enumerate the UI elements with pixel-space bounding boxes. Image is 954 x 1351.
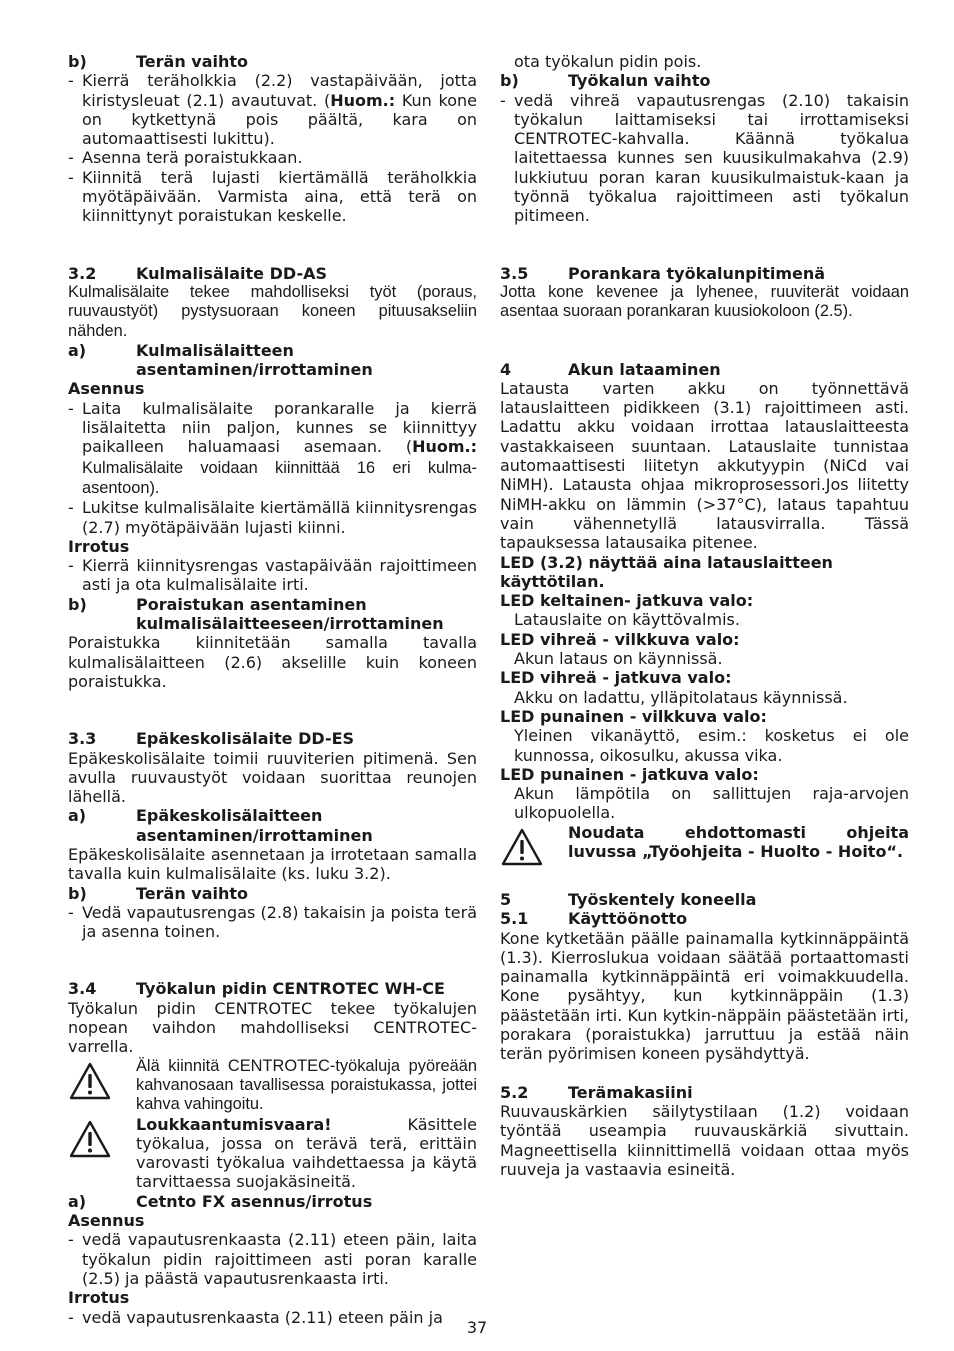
subheading-a: a) Epäkeskolisälaitteen asentaminen/irrottaminen [68, 806, 373, 845]
section-heading-3-5: 3.5 Porankara työkalunpitimenä [500, 263, 826, 283]
led-heading: LED punainen - vilkkuva valo: [500, 706, 767, 726]
list-item: - Kierrä teräholkkia (2.2) vastapäivään, jotta kiristysleuat (2.1) avautuvat. (Huom.: Kun kone on kytkettynä pois päältä, kara on automaattisesti lukittu). [68, 71, 477, 149]
paragraph: Latausta varten akku on työnnettävä latauslaitteen pidikkeen (3.1) rajoittimeen asti. Ladattu akku voidaan irrottaa latauslaitteesta vastakkaiseen suuntaan. Latauslaite tunnistaa automaattisesti liitetyn akkutyypin (NiCd vai NiMH). Latausta ohjaa mikroprosessori.Jos liitetty NiMH-akku on lämmin (>37°C), lataus tapahtuu vain vähennetyllä latausvirralla. Tässä tapauksessa latausaika pitenee. [500, 378, 909, 553]
paragraph: Ruuvauskärkien säilytystilaan (1.2) voidaan työntää useampia ruuvauskärkiä sivuttain. Magneettisella kiinnittimellä voidaan ottaa myös ruuveja ja vastaavia esineitä. [500, 1101, 909, 1179]
led-heading: LED vihreä - jatkuva valo: [500, 668, 732, 688]
led-intro: LED (3.2) näyttää aina latauslaitteen käyttötilan. [500, 552, 833, 591]
list-item: - Laita kulmalisälaite porankaralle ja kierrä lisälaitetta niin paljon, kunnes se kiinnittyy paikalleen haluamaasi asemaan. (Huom.: Kulmalisälaite voidaan kiinnittää 16 eri kulma-asentoon). [68, 398, 477, 497]
paragraph: Kone kytketään päälle painamalla kytkinnäppäintä (1.3). Kierroslukua voidaan säätää portaattomasti painamalla kytkinnäppäintä eri voimakkuudella. Kone pysähtyy, kun kytkinnäppäin (1.3) päästetään irti. Kun kytkin-näppäin päästetään irti, porakara (poraistukka) jarruttuu ja estää näin terän pyörimisen koneen pysähdyttyä. [500, 928, 909, 1064]
section-heading-3-4: 3.4 Työkalun pidin CENTROTEC WH-CE [68, 979, 445, 999]
left-column [68, 52, 477, 1327]
paragraph: Epäkeskolisälaite asennetaan ja irrotetaan samalla tavalla kuin kulmalisälaite (ks. luku 3.2). [68, 844, 477, 884]
list-item: - Asenna terä poraistukkaan. [68, 148, 303, 168]
led-description: Akku on ladattu, ylläpitolataus käynnissä. [514, 687, 848, 707]
section-heading-3-2: 3.2 Kulmalisälaite DD-AS [68, 263, 327, 283]
paragraph: Poraistukka kiinnitetään samalla tavalla kulmalisälaitteen (2.6) akselille kuin koneen poraistukka. [68, 633, 477, 691]
list-item: - Kiinnitä terä lujasti kiertämällä teräholkkia myötäpäivään. Varmista aina, että terä on kiinnittynyt poraistukan keskelle. [68, 167, 477, 226]
subheading-b: b) Poraistukan asentaminen kulmalisälaitteeseen/irrottaminen [68, 594, 444, 634]
paragraph: Jotta kone kevenee ja lyhenee, ruuviterät voidaan asentaa suoraan porankaran kuusiokoloon (2.5). [500, 282, 909, 321]
list-item: - Vedä vapautusrengas (2.8) takaisin ja poista terä ja asenna toinen. [68, 902, 477, 942]
subheading-a: a) Kulmalisälaitteen asentaminen/irrottaminen [68, 340, 373, 380]
section-heading-3-3: 3.3 Epäkeskolisälaite DD-ES [68, 729, 355, 749]
led-description: Akun lämpötila on sallittujen raja-arvojen ulkopuolella. [514, 784, 909, 823]
warning-note: Loukkaantumisvaara! Käsittele työkalua, jossa on terävä terä, erittäin varovasti työkalua vaihdettaessa ja käytä tarvittaessa suojakäsineitä. [68, 1115, 477, 1192]
page-number: 37 [466, 1318, 488, 1337]
subheading-b: b) Työkalun vaihto [500, 71, 711, 91]
warning-note: Älä kiinnitä CENTROTEC-työkaluja pyöreään kahvanosaan tavallisessa poraistukassa, jottei kahva vahingoitu. [68, 1057, 477, 1115]
led-description: Latauslaite on käyttövalmis. [514, 610, 740, 630]
list-item: - vedä vapautusrenkaasta (2.11) eteen päin, laita työkalun pidin rajoittimeen asti poran karalle (2.5) ja päästä vapautusrenkaasta irti. [68, 1230, 477, 1288]
subheading-irrotus: Irrotus [68, 1288, 130, 1308]
section-heading-4: 4 Akun lataaminen [500, 359, 721, 379]
heading-b-teran-vaihto: b) Terän vaihto [68, 52, 249, 71]
warning-triangle-icon [68, 1115, 136, 1192]
list-item: - vedä vihreä vapautusrengas (2.10) takaisin työkalun laittamiseksi tai irrottamiseksi CENTROTEC-kahvalla. Käännä työkalua laitettaessa kunnes sen kuusikulmakahva (2.9) lukkiutuu poran karan kuusikulmaistuk-kaan ja työnnä työkalua rajoittimeen asti työkalun pitimeen. [500, 90, 909, 226]
paragraph: ota työkalun pidin pois. [514, 52, 702, 71]
subheading-a: a) Cetnto FX asennus/irrotus [68, 1191, 373, 1211]
led-heading: LED vihreä - vilkkuva valo: [500, 629, 740, 649]
right-column [500, 52, 909, 1179]
list-item: - Lukitse kulmalisälaite kiertämällä kiinnitysrengas (2.7) myötäpäivään lujasti kiinni. [68, 498, 477, 537]
subheading-irrotus: Irrotus [68, 536, 130, 556]
warning-triangle-icon [500, 823, 568, 871]
list-item: - Kierrä kiinnitysrengas vastapäivään rajoittimeen asti ja ota kulmalisälaite irti. [68, 556, 477, 595]
led-heading: LED punainen - jatkuva valo: [500, 764, 759, 784]
warning-note: Noudata ehdottomasti ohjeita luvussa „Työohjeita - Huolto - Hoito“. [500, 823, 909, 871]
list-item: - vedä vapautusrenkaasta (2.11) eteen päin ja [68, 1307, 443, 1327]
led-heading: LED keltainen- jatkuva valo: [500, 591, 754, 611]
led-description: Yleinen vikanäyttö, esim.: kosketus ei ole kunnossa, oikosulku, akussa vika. [514, 726, 909, 765]
section-heading-5-2: 5.2 Terämakasiini [500, 1082, 693, 1102]
paragraph: Työkalun pidin CENTROTEC tekee työkalujen nopean vaihdon mahdolliseksi CENTROTEC-varrella. [68, 998, 477, 1057]
subheading-b: b) Terän vaihto [68, 883, 249, 903]
subheading-asennus: Asennus [68, 379, 145, 399]
paragraph: Kulmalisälaite tekee mahdolliseksi työt (poraus, ruuvaustyöt) pystysuoraan koneen pituusakseliin nähden. [68, 282, 477, 340]
paragraph: Epäkeskolisälaite toimii ruuviterien pitimenä. Sen avulla ruuvaustyöt voidaan suorittaa reunojen lähellä. [68, 748, 477, 807]
section-heading-5-1: 5.1 Käyttöönotto [500, 909, 688, 929]
subheading-asennus: Asennus [68, 1211, 145, 1231]
led-description: Akun lataus on käynnissä. [514, 649, 723, 669]
section-heading-5: 5 Työskentely koneella [500, 889, 757, 909]
warning-triangle-icon [68, 1057, 136, 1115]
